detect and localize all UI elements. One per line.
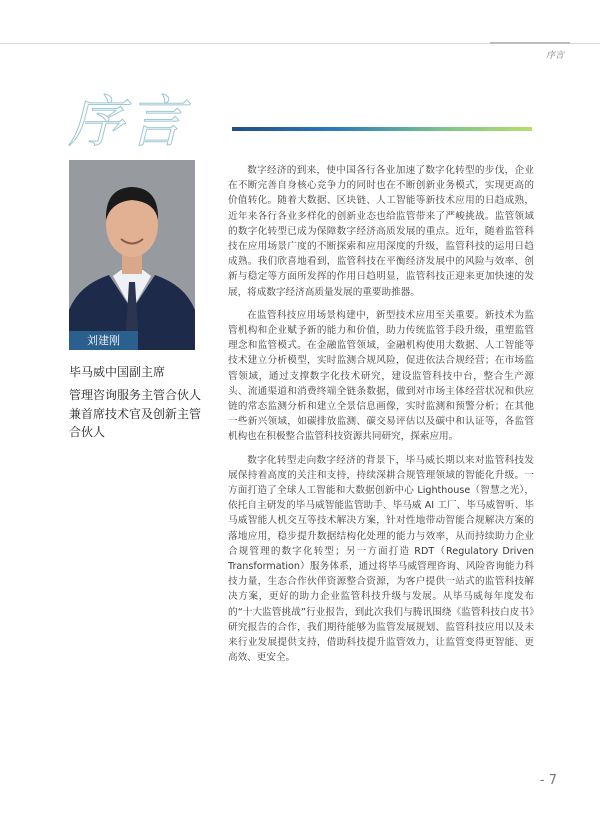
header-rule-accent xyxy=(490,42,570,44)
page-title: 序言 xyxy=(68,90,188,155)
person-role: 管理咨询服务主管合伙人兼首席技术官及创新主管合伙人 xyxy=(69,388,202,439)
page-number: - 7 xyxy=(539,773,557,788)
paragraph-3: 数字化转型走向数字经济的背景下，毕马威长期以来对监管科技发展保持着高度的关注和支持，持续深耕合规管理领域的智能化升级。一方面打造了全球人工智能和大数据创新中心 Lighthouse（智慧之光），依托自主研发的毕马威智能监管助手、毕马威 AI 工厂、毕马威智听、毕马威智能人机交互等技术解决方案，针对性地带动智能合规解决方案的落地应用，稳步提升数据结构化处理的能力与效率，从而持续助力企业合规管理的数字化转型；另一方面打造 RDT（Regulatory Driven Transformation）服务体系，通过将毕马威管理咨询、风险咨询能力科技力量，生态合作伙伴资源整合资源，为客户提供一站式的监管科技解决方案，更好的助力企业监管科技升级与发展。从毕马威每年度发布的“十大监管挑战”行业报告，到此次我们与腾讯围绕《监管科技白皮书》研究报告的合作，我们期待能够为监管发展规划、监管科技应用以及未来行业发展提供支持，借助科技提升监管效力，让监管变得更智能、更高效、更安全。 xyxy=(228,454,534,664)
portrait-illustration xyxy=(69,160,195,350)
paragraph-1: 数字经济的到来，使中国各行各业加速了数字化转型的步伐，企业在不断完善自身核心竞争力的同时也在不断创新业务模式，实现更高的价值转化。随着大数据、区块链、人工智能等新技术应用的日趋成熟，近年来各行各业多样化的创新业态也给监管带来了严峻挑战。监管领域的数字化转型已成为保障数字经济高质发展的重点。近年，随着监管科技在应用场景广度的不断探索和应用深度的升级，监管科技的运用日趋成熟。我们欣喜地看到，监管科技在平衡经济发展中的风险与效率、创新与稳定等方面所发挥的作用日趋明显，监管科技正迎来更加快速的发展，将成数字经济高质量发展的重要助推器。 xyxy=(228,165,534,298)
title-gradient-bar xyxy=(232,127,532,131)
section-label: 序言 xyxy=(545,51,564,61)
body-text xyxy=(228,163,534,674)
portrait-photo xyxy=(69,160,195,350)
person-title: 毕马威中国副主席 xyxy=(69,365,166,379)
name-tag: 刘建刚 xyxy=(69,331,138,350)
paragraph-2: 在监管科技应用场景构建中，新型技术应用至关重要。新技术为监管机构和企业赋予新的能力和价值，助力传统监管手段升级，重塑监管理念和监管模式。在金融监管领域，金融机构使用大数据、人工智能等技术建立分析模型，实时监测合规风险，促进依法合规经营；在市场监管领域，通过支撑数字化技术研究，建设监管科技中台，整合生产源头、流通渠道和消费终端全链条数据，做到对市场主体经营状况和供应链的常态监测分析和建立全景信息画像，实时监测和预警分析；在其他一些新兴领域，如碳排放监测、碳交易评估以及碳中和认证等，各监管机构也在积极整合监管科技资源共同研究，探索应用。 xyxy=(228,309,534,443)
